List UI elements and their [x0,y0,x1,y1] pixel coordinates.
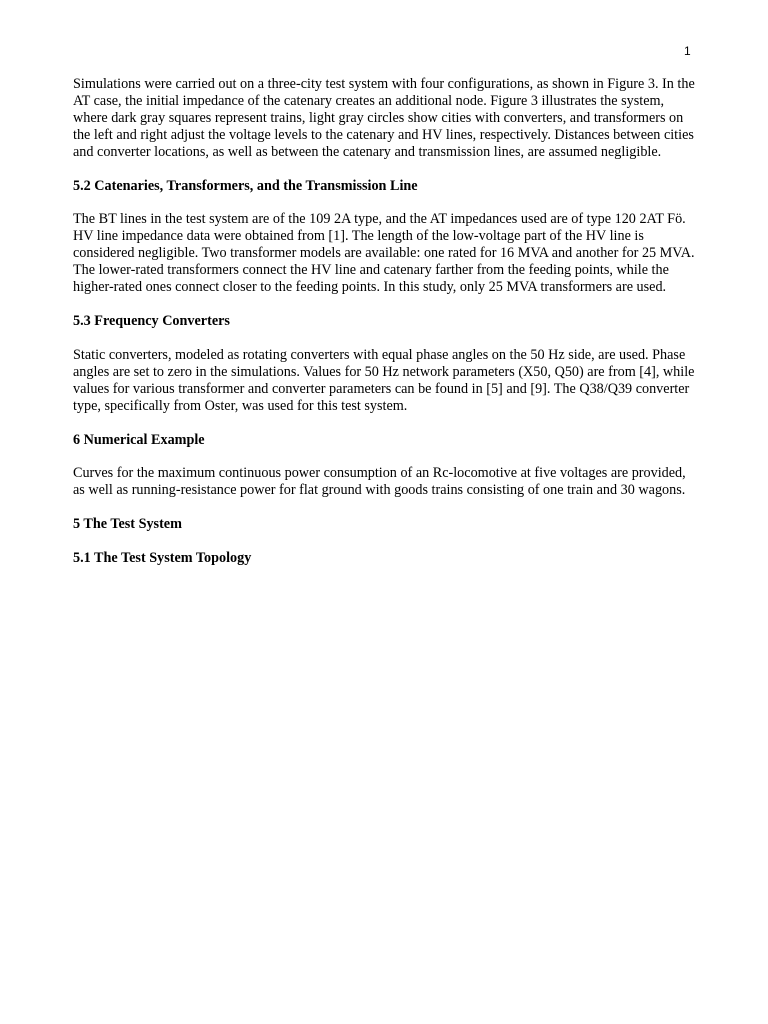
paragraph-test-system-overview: Simulations were carried out on a three-city test system with four configurations, as shown in Figure 3. In the AT case, the initial impedance of the catenary creates an additional node. Figure 3 illustrates the system, where dark gray squares represent trains, light gray circles show cities with converters, and transformers on the left and right adjust the voltage levels to the catenary and HV lines, respectively. Distances between cities and converter locations, as well as between the catenary and transmission lines, are assumed negligible. [73,76,695,160]
heading-frequency-converters: 5.3 Frequency Converters [73,312,230,329]
page-number: 1 [684,44,691,58]
paragraph-frequency-converters: Static converters, modeled as rotating converters with equal phase angles on the 50 Hz side, are used. Phase angles are set to zero in the simulations. Values for 50 Hz network parameters (X50, Q50) are from [4], while values for various transformer and converter parameters can be found in [5] and [9]. The Q38/Q39 converter type, specifically from Oster, was used for this test system. [73,346,695,414]
paragraph-catenaries-transformers: The BT lines in the test system are of the 109 2A type, and the AT impedances used are of type 120 2AT Fö. HV line impedance data were obtained from [1]. The length of the low-voltage part of the HV line is considered negligible. Two transformer models are available: one rated for 16 MVA and another for 25 MVA. The lower-rated transformers connect the HV line and catenary farther from the feeding points, while the higher-rated ones connect closer to the feeding points. In this study, only 25 MVA transformers are used. [73,211,695,296]
heading-test-system-topology: 5.1 The Test System Topology [73,550,252,567]
heading-catenaries-transformers: 5.2 Catenaries, Transformers, and the Transmission Line [73,177,418,194]
paragraph-numerical-example: Curves for the maximum continuous power consumption of an Rc-locomotive at five voltages are provided, as well as running-resistance power for flat ground with goods trains consisting of one train and 30 wagons. [73,465,686,499]
document-body [73,76,698,584]
heading-test-system: 5 The Test System [73,516,182,533]
heading-numerical-example: 6 Numerical Example [73,431,205,448]
